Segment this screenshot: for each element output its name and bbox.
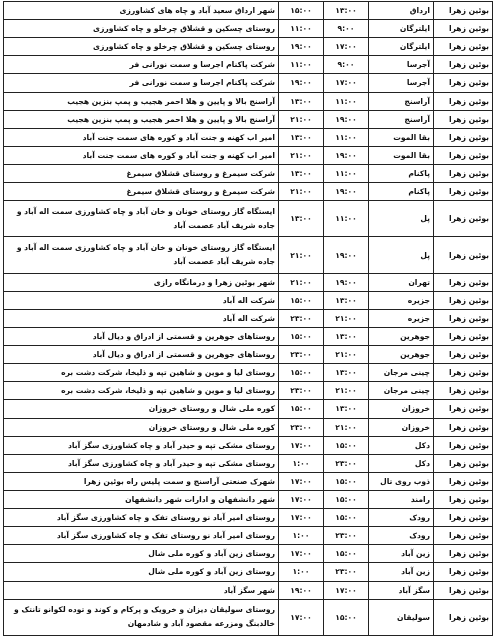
table-row [4,237,493,273]
end-time-cell: ۱۳:۰۰ [279,128,324,146]
start-time-cell: ۱۷:۰۰ [324,581,369,599]
table-row [4,74,493,92]
area-cell: آراسنج [369,92,434,110]
end-time-cell: ۱۹:۰۰ [279,38,324,56]
description-cell: شرکت اله آباد [4,309,279,327]
area-cell: رودک [369,509,434,527]
city-cell: بوئین زهرا [434,382,493,400]
description-cell: شهر ارداق سعید آباد و چاه های کشاورزی [4,2,279,20]
area-cell: پاکنام [369,164,434,182]
city-cell: بوئین زهرا [434,545,493,563]
end-time-cell: ۱۱:۰۰ [279,56,324,74]
city-cell: بوئین زهرا [434,509,493,527]
end-time-cell: ۱۷:۰۰ [279,490,324,508]
end-time-cell: ۱:۰۰ [279,527,324,545]
city-cell: بوئین زهرا [434,237,493,273]
start-time-cell: ۱۵:۰۰ [324,436,369,454]
description-cell: روستاهای جوهرین و قسمتی از ادراق و دیال آباد [4,328,279,346]
table-row [4,364,493,382]
table-row [4,545,493,563]
description-cell: شهر بوئین زهرا و درمانگاه رازی [4,273,279,291]
end-time-cell: ۱۳:۰۰ [279,201,324,237]
start-time-cell: ۱۹:۰۰ [324,110,369,128]
start-time-cell: ۱۵:۰۰ [324,545,369,563]
table-row [4,309,493,327]
end-time-cell: ۲۱:۰۰ [279,146,324,164]
end-time-cell: ۲۱:۰۰ [279,110,324,128]
end-time-cell: ۱۱:۰۰ [279,20,324,38]
description-cell: روستاهای جوهرین و قسمتی از ادراق و دیال آباد [4,346,279,364]
table-row [4,38,493,56]
table-row [4,183,493,201]
start-time-cell: ۱۱:۰۰ [324,201,369,237]
description-cell: روستای چسکین و قشلاق چرخلو و چاه کشاورزی [4,20,279,38]
end-time-cell: ۲۳:۰۰ [279,382,324,400]
end-time-cell: ۱۵:۰۰ [279,400,324,418]
city-cell: بوئین زهرا [434,273,493,291]
area-cell: تهران [369,273,434,291]
table-row [4,2,493,20]
area-cell: دکل [369,436,434,454]
description-cell: روستای مشکی تپه و حیدر آباد و چاه کشاورزی سگز آباد [4,454,279,472]
area-cell: پاکنام [369,183,434,201]
city-cell: بوئین زهرا [434,581,493,599]
city-cell: بوئین زهرا [434,164,493,182]
area-cell: چینی مرجان [369,364,434,382]
city-cell: بوئین زهرا [434,328,493,346]
city-cell: بوئین زهرا [434,599,493,635]
schedule-table-body [4,2,493,636]
end-time-cell: ۱۵:۰۰ [279,2,324,20]
end-time-cell: ۲۳:۰۰ [279,309,324,327]
start-time-cell: ۱۱:۰۰ [324,92,369,110]
start-time-cell: ۱۳:۰۰ [324,328,369,346]
table-row [4,382,493,400]
description-cell: شرکت سیمرغ و روستای قشلاق سیمرغ [4,164,279,182]
start-time-cell: ۲۳:۰۰ [324,563,369,581]
description-cell: امیر اب کهنه و جنت آباد و کوره های سمت جنت آباد [4,128,279,146]
end-time-cell: ۲۳:۰۰ [279,418,324,436]
start-time-cell: ۲۱:۰۰ [324,346,369,364]
description-cell: روستای سولیقان دیزان و خرویک و پرکام و کوند و توده لکوانو تانتک و خالدبنگ ومزرعه مقصود آباد و شادمهان [4,599,279,635]
table-row [4,346,493,364]
area-cell: ایلترگان [369,20,434,38]
description-cell: شهر دانشفهان و ادارات شهر دانشفهان [4,490,279,508]
start-time-cell: ۱۷:۰۰ [324,38,369,56]
table-row [4,201,493,237]
table-row [4,164,493,182]
end-time-cell: ۱۹:۰۰ [279,581,324,599]
start-time-cell: ۱۱:۰۰ [324,164,369,182]
area-cell: ایلترگان [369,38,434,56]
end-time-cell: ۱:۰۰ [279,563,324,581]
outage-schedule-table [3,1,493,636]
table-row [4,92,493,110]
table-row [4,328,493,346]
city-cell: بوئین زهرا [434,183,493,201]
table-row [4,581,493,599]
table-row [4,436,493,454]
start-time-cell: ۹:۰۰ [324,20,369,38]
city-cell: بوئین زهرا [434,364,493,382]
description-cell: ایستگاه گاز روستای خونان و خان آباد و چاه کشاورزی سمت اله آباد و جاده شریف آباد عصمت آباد [4,201,279,237]
area-cell: زین آباد [369,545,434,563]
end-time-cell: ۱۷:۰۰ [279,509,324,527]
area-cell: ذوب روی تال [369,472,434,490]
end-time-cell: ۱۵:۰۰ [279,364,324,382]
table-row [4,527,493,545]
description-cell: روستای لیا و موین و شاهین تپه و ذلیخا، شرکت دشت بره [4,364,279,382]
area-cell: خروزان [369,418,434,436]
area-cell: چینی مرجان [369,382,434,400]
table-row [4,509,493,527]
city-cell: بوئین زهرا [434,92,493,110]
city-cell: بوئین زهرا [434,146,493,164]
area-cell: رامند [369,490,434,508]
start-time-cell: ۲۱:۰۰ [324,382,369,400]
start-time-cell: ۱۷:۰۰ [324,74,369,92]
area-cell: ارداق [369,2,434,20]
description-cell: شرکت پاکنام اجرسا و سمت نورانی فر [4,56,279,74]
table-row [4,56,493,74]
city-cell: بوئین زهرا [434,309,493,327]
table-row [4,454,493,472]
table-row [4,490,493,508]
city-cell: بوئین زهرا [434,527,493,545]
city-cell: بوئین زهرا [434,400,493,418]
description-cell: شرکت سیمرغ و روستای قشلاق سیمرغ [4,183,279,201]
area-cell: جزیره [369,291,434,309]
area-cell: سگز آباد [369,581,434,599]
city-cell: بوئین زهرا [434,110,493,128]
description-cell: روستای چسکین و قشلاق چرخلو و چاه کشاورزی [4,38,279,56]
table-row [4,20,493,38]
city-cell: بوئین زهرا [434,128,493,146]
start-time-cell: ۱۳:۰۰ [324,364,369,382]
table-row [4,599,493,635]
table-row [4,418,493,436]
end-time-cell: ۱۳:۰۰ [279,164,324,182]
city-cell: بوئین زهرا [434,454,493,472]
end-time-cell: ۱۷:۰۰ [279,599,324,635]
table-row [4,472,493,490]
area-cell: زین آباد [369,563,434,581]
start-time-cell: ۱۳:۰۰ [324,400,369,418]
area-cell: جوهرین [369,346,434,364]
area-cell: بقا الموت [369,128,434,146]
area-cell: آجرسا [369,56,434,74]
city-cell: بوئین زهرا [434,20,493,38]
end-time-cell: ۱۷:۰۰ [279,472,324,490]
city-cell: بوئین زهرا [434,563,493,581]
end-time-cell: ۲۳:۰۰ [279,346,324,364]
description-cell: ایستگاه گاز روستای خونان و خان آباد و چاه کشاورزی سمت اله آباد و جاده شریف آباد عصمت آباد [4,237,279,273]
area-cell: آجرسا [369,74,434,92]
city-cell: بوئین زهرا [434,201,493,237]
area-cell: دکل [369,454,434,472]
table-row [4,400,493,418]
city-cell: بوئین زهرا [434,490,493,508]
start-time-cell: ۲۳:۰۰ [324,527,369,545]
description-cell: شهرک صنعتی آراسنج و سمت پلیس راه بوئین زهرا [4,472,279,490]
start-time-cell: ۲۳:۰۰ [324,454,369,472]
city-cell: بوئین زهرا [434,418,493,436]
area-cell: جزیره [369,309,434,327]
area-cell: جوهرین [369,328,434,346]
area-cell: رودک [369,527,434,545]
start-time-cell: ۲۱:۰۰ [324,309,369,327]
description-cell: شرکت پاکنام اجرسا و سمت نورانی فر [4,74,279,92]
table-row [4,146,493,164]
city-cell: بوئین زهرا [434,291,493,309]
area-cell: خروزان [369,400,434,418]
description-cell: روستای زین آباد و کوره ملی شال [4,563,279,581]
city-cell: بوئین زهرا [434,472,493,490]
description-cell: کوره ملی شال و روستای خروزان [4,400,279,418]
table-row [4,128,493,146]
description-cell: روستای مشکی تپه و حیدر آباد و چاه کشاورزی سگز آباد [4,436,279,454]
start-time-cell: ۱۱:۰۰ [324,128,369,146]
city-cell: بوئین زهرا [434,346,493,364]
start-time-cell: ۱۹:۰۰ [324,146,369,164]
description-cell: شهر سگز آباد [4,581,279,599]
area-cell: پل [369,201,434,237]
description-cell: روستای زین آباد و کوره ملی شال [4,545,279,563]
description-cell: شرکت اله آباد [4,291,279,309]
start-time-cell: ۱۵:۰۰ [324,509,369,527]
description-cell: روستای امیر آباد نو روستای تفک و چاه کشاورزی سگز آباد [4,527,279,545]
description-cell: روستای امیر آباد نو روستای تفک و چاه کشاورزی سگز آباد [4,509,279,527]
table-row [4,110,493,128]
end-time-cell: ۲۱:۰۰ [279,183,324,201]
area-cell: پل [369,237,434,273]
city-cell: بوئین زهرا [434,2,493,20]
end-time-cell: ۱۷:۰۰ [279,545,324,563]
end-time-cell: ۲۱:۰۰ [279,273,324,291]
start-time-cell: ۹:۰۰ [324,56,369,74]
table-row [4,291,493,309]
area-cell: بقا الموت [369,146,434,164]
city-cell: بوئین زهرا [434,74,493,92]
start-time-cell: ۱۹:۰۰ [324,237,369,273]
description-cell: آراسنج بالا و پایین و هلا احمر هجیب و پمپ بنزین هجیب [4,92,279,110]
start-time-cell: ۱۵:۰۰ [324,472,369,490]
city-cell: بوئین زهرا [434,436,493,454]
description-cell: روستای لیا و موین و شاهین تپه و ذلیخا، شرکت دشت بره [4,382,279,400]
start-time-cell: ۱۹:۰۰ [324,273,369,291]
end-time-cell: ۱۵:۰۰ [279,328,324,346]
area-cell: آراسنج [369,110,434,128]
start-time-cell: ۲۱:۰۰ [324,418,369,436]
city-cell: بوئین زهرا [434,56,493,74]
end-time-cell: ۲۱:۰۰ [279,237,324,273]
description-cell: آراسنج بالا و پایین و هلا احمر هجیب و پمپ بنزین هجیب [4,110,279,128]
table-row [4,563,493,581]
end-time-cell: ۱:۰۰ [279,454,324,472]
table-row [4,273,493,291]
start-time-cell: ۱۵:۰۰ [324,490,369,508]
end-time-cell: ۱۹:۰۰ [279,74,324,92]
end-time-cell: ۱۷:۰۰ [279,436,324,454]
start-time-cell: ۱۵:۰۰ [324,599,369,635]
start-time-cell: ۱۹:۰۰ [324,183,369,201]
start-time-cell: ۱۳:۰۰ [324,291,369,309]
end-time-cell: ۱۳:۰۰ [279,92,324,110]
city-cell: بوئین زهرا [434,38,493,56]
description-cell: کوره ملی شال و روستای خروزان [4,418,279,436]
start-time-cell: ۱۳:۰۰ [324,2,369,20]
end-time-cell: ۱۵:۰۰ [279,291,324,309]
description-cell: امیر اب کهنه و جنت آباد و کوره های سمت جنت آباد [4,146,279,164]
area-cell: سولیقان [369,599,434,635]
